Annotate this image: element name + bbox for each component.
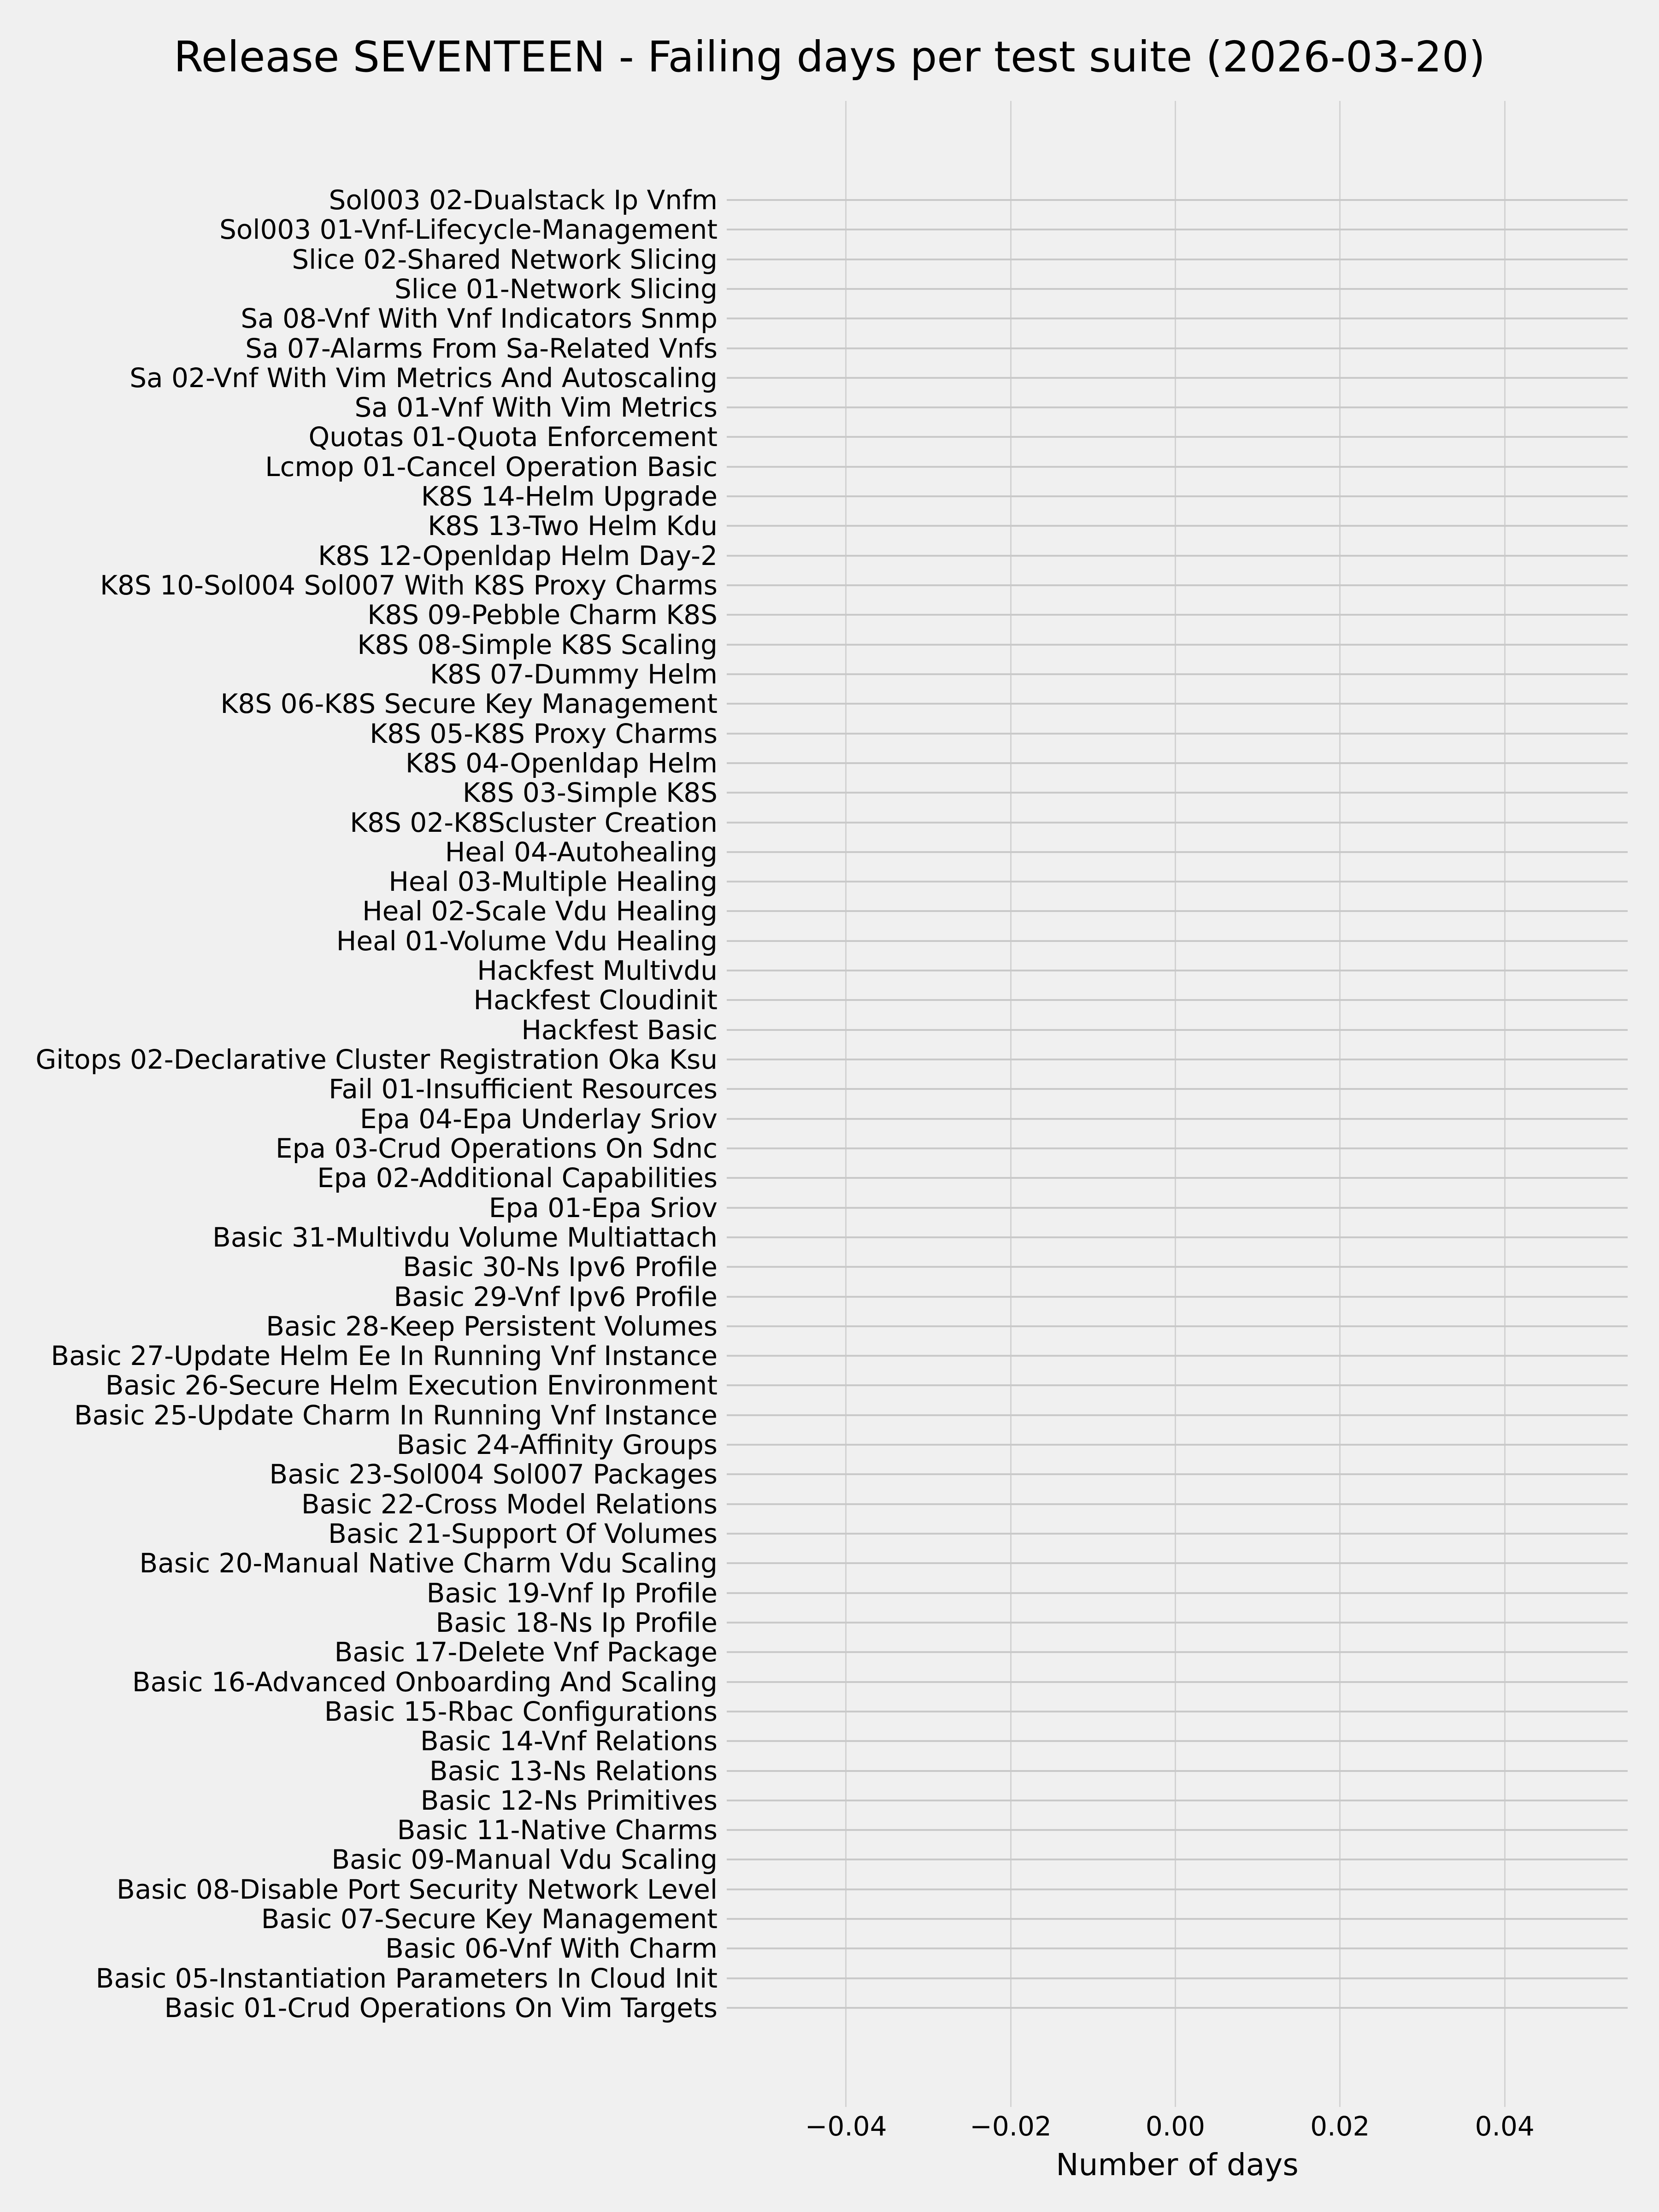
y-axis-category-label: Basic 13-Ns Relations [429,1755,718,1787]
y-gridline [727,1829,1628,1831]
y-gridline [727,229,1628,230]
y-gridline [727,347,1628,349]
y-gridline [727,970,1628,971]
y-axis-category-label: Sa 02-Vnf With Vim Metrics And Autoscaling [129,362,718,394]
y-gridline [727,1888,1628,1890]
y-axis-category-label: K8S 02-K8Scluster Creation [350,806,718,838]
y-gridline [727,1266,1628,1268]
y-axis-category-label: Sa 08-Vnf With Vnf Indicators Snmp [241,303,718,335]
y-axis-category-label: K8S 03-Simple K8S [462,777,718,809]
y-axis-category-label: Epa 01-Epa Sriov [488,1192,718,1224]
y-axis-category-label: Basic 25-Update Charm In Running Vnf Instance [74,1399,718,1431]
y-axis-category-label: K8S 08-Simple K8S Scaling [357,629,718,660]
y-gridline [727,1355,1628,1357]
y-axis-category-label: Basic 23-Sol004 Sol007 Packages [269,1459,718,1490]
y-gridline [727,762,1628,764]
y-gridline [727,1740,1628,1742]
x-tick-label: −0.04 [805,2111,887,2142]
y-axis-category-label: Basic 22-Cross Model Relations [301,1488,718,1520]
y-axis-category-label: Epa 02-Additional Capabilities [317,1162,718,1194]
y-gridline [727,406,1628,408]
y-gridline [727,1059,1628,1060]
plot-area [727,101,1628,2107]
y-gridline [727,1207,1628,1209]
y-gridline [727,1296,1628,1298]
y-gridline [727,1977,1628,1979]
y-gridline [727,1029,1628,1031]
y-gridline [727,1770,1628,1772]
y-gridline [727,259,1628,260]
y-gridline [727,851,1628,853]
y-axis-category-label: Sa 01-Vnf With Vim Metrics [354,392,718,424]
y-axis-category-label: Basic 06-Vnf With Charm [385,1933,718,1965]
y-axis-category-label: Basic 31-Multivdu Volume Multiattach [212,1221,718,1253]
y-gridline [727,910,1628,912]
y-gridline [727,1681,1628,1683]
y-axis-category-label: Basic 05-Instantiation Parameters In Cloud Init [95,1962,718,1994]
y-gridline [727,1592,1628,1594]
y-axis-category-label: K8S 05-K8S Proxy Charms [370,718,718,749]
y-gridline [727,881,1628,882]
x-tick-label: 0.00 [1145,2111,1206,2142]
y-axis-category-label: Basic 08-Disable Port Security Network Level [116,1873,718,1905]
y-gridline [727,466,1628,468]
y-gridline [727,199,1628,201]
y-axis-category-label: Hackfest Basic [521,1014,718,1046]
y-axis-category-label: Basic 27-Update Helm Ee In Running Vnf Instance [51,1340,718,1372]
x-tick-label: 0.02 [1310,2111,1370,2142]
x-gridline [1175,101,1176,2107]
y-axis-category-label: Lcmop 01-Cancel Operation Basic [265,451,718,482]
y-axis-category-label: Basic 30-Ns Ipv6 Profile [403,1251,718,1283]
y-axis-category-label: Sol003 01-Vnf-Lifecycle-Management [219,214,718,246]
y-axis-category-label: Hackfest Cloudinit [473,984,718,1016]
y-axis-category-label: Slice 02-Shared Network Slicing [292,243,718,275]
y-gridline [727,2007,1628,2009]
y-axis-category-label: K8S 04-Openldap Helm [405,747,718,779]
y-gridline [727,1711,1628,1712]
y-gridline [727,495,1628,497]
y-gridline [727,1118,1628,1120]
y-axis-category-label: K8S 07-Dummy Helm [429,658,718,690]
y-gridline [727,377,1628,379]
y-axis-category-label: Basic 09-Manual Vdu Scaling [331,1844,718,1876]
y-gridline [727,584,1628,586]
y-axis-category-label: Hackfest Multivdu [477,955,718,987]
y-axis-category-label: K8S 10-Sol004 Sol007 With K8S Proxy Charms [100,570,718,601]
x-gridline [1504,101,1506,2107]
y-gridline [727,792,1628,794]
x-tick-label: 0.04 [1475,2111,1535,2142]
y-gridline [727,1177,1628,1179]
y-axis-category-label: Basic 28-Keep Persistent Volumes [266,1310,718,1342]
y-gridline [727,1503,1628,1505]
y-axis-labels [0,0,718,2212]
y-axis-category-label: Basic 19-Vnf Ip Profile [426,1577,718,1609]
y-axis-category-label: Basic 17-Delete Vnf Package [334,1636,718,1668]
y-gridline [727,1236,1628,1238]
y-gridline [727,525,1628,527]
y-axis-category-label: Basic 14-Vnf Relations [420,1725,718,1757]
y-gridline [727,318,1628,319]
y-axis-category-label: K8S 06-K8S Secure Key Management [220,688,718,720]
y-gridline [727,436,1628,438]
y-gridline [727,1918,1628,1920]
y-axis-category-label: Basic 26-Secure Helm Execution Environment [105,1370,718,1401]
y-axis-category-label: Gitops 02-Declarative Cluster Registration Oka Ksu [35,1044,718,1076]
x-gridline [845,101,847,2107]
y-axis-category-label: Sol003 02-Dualstack Ip Vnfm [329,184,718,216]
x-gridline [1010,101,1012,2107]
y-axis-category-label: Basic 11-Native Charms [397,1814,718,1846]
y-gridline [727,822,1628,824]
y-axis-category-label: Basic 15-Rbac Configurations [324,1695,718,1727]
y-axis-category-label: Heal 04-Autohealing [445,836,718,868]
y-axis-category-label: Heal 01-Volume Vdu Healing [336,925,718,957]
y-axis-category-label: Fail 01-Insufficient Resources [329,1073,718,1105]
y-axis-category-label: Basic 24-Affinity Groups [396,1429,718,1461]
y-gridline [727,1384,1628,1386]
y-gridline [727,1414,1628,1416]
y-gridline [727,1651,1628,1653]
y-axis-category-label: K8S 12-Openldap Helm Day-2 [318,540,718,571]
y-axis-category-label: Basic 01-Crud Operations On Vim Targets [164,1992,718,2024]
chart-title: Release SEVENTEEN - Failing days per test suite (2026-03-20) [173,32,1486,82]
y-gridline [727,673,1628,675]
y-gridline [727,1533,1628,1535]
y-gridline [727,288,1628,290]
y-gridline [727,940,1628,942]
y-axis-category-label: Basic 20-Manual Native Charm Vdu Scaling [139,1547,718,1579]
y-axis-category-label: Slice 01-Network Slicing [394,273,718,305]
y-axis-category-label: Basic 12-Ns Primitives [420,1784,718,1816]
y-axis-category-label: Sa 07-Alarms From Sa-Related Vnfs [245,332,718,364]
y-axis-category-label: Epa 04-Epa Underlay Sriov [359,1103,718,1135]
y-axis-category-label: Basic 29-Vnf Ipv6 Profile [394,1281,718,1312]
y-axis-category-label: Basic 16-Advanced Onboarding And Scaling [132,1666,718,1698]
y-gridline [727,1473,1628,1475]
y-axis-category-label: Epa 03-Crud Operations On Sdnc [276,1132,718,1164]
y-gridline [727,999,1628,1001]
y-axis-category-label: Basic 18-Ns Ip Profile [435,1606,718,1638]
y-gridline [727,733,1628,735]
y-axis-category-label: K8S 14-Helm Upgrade [421,481,718,512]
y-axis-category-label: Quotas 01-Quota Enforcement [308,421,718,453]
y-axis-category-label: Basic 21-Support Of Volumes [328,1518,718,1550]
y-gridline [727,1088,1628,1090]
x-gridline [1339,101,1341,2107]
y-gridline [727,644,1628,646]
y-gridline [727,703,1628,705]
x-tick-label: −0.02 [970,2111,1052,2142]
y-gridline [727,1147,1628,1149]
y-gridline [727,1622,1628,1624]
y-gridline [727,1800,1628,1801]
y-gridline [727,614,1628,616]
y-gridline [727,555,1628,557]
x-axis-title: Number of days [1056,2147,1299,2183]
y-gridline [727,1444,1628,1446]
y-axis-category-label: K8S 13-Two Helm Kdu [428,510,718,542]
y-gridline [727,1325,1628,1327]
y-axis-category-label: Heal 03-Multiple Healing [388,866,718,898]
y-gridline [727,1859,1628,1860]
y-axis-category-label: Heal 02-Scale Vdu Healing [362,895,718,927]
y-axis-category-label: K8S 09-Pebble Charm K8S [367,599,718,631]
y-gridline [727,1562,1628,1564]
y-axis-category-label: Basic 07-Secure Key Management [261,1903,718,1935]
y-gridline [727,1947,1628,1949]
